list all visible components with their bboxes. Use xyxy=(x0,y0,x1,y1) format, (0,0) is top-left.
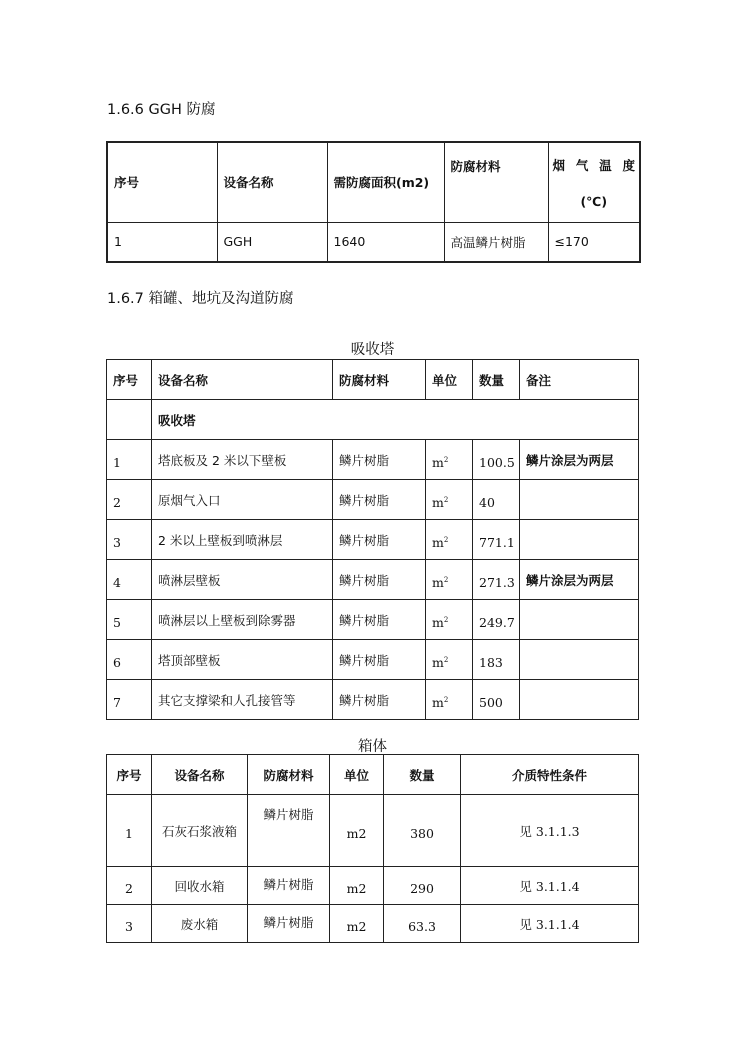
header-cell: 防腐材料 xyxy=(333,360,426,400)
equipment-name: 塔顶部壁板 xyxy=(152,640,333,680)
tank-caption: 箱体 xyxy=(358,739,387,755)
group-label: 吸收塔 xyxy=(152,400,639,440)
row-number: 2 xyxy=(107,867,152,905)
header-cell: 备注 xyxy=(520,360,639,400)
material: 鳞片树脂 xyxy=(248,867,330,905)
quantity: 183 xyxy=(473,640,520,680)
equipment-name: 废水箱 xyxy=(152,905,248,943)
equipment-name: 原烟气入口 xyxy=(152,480,333,520)
quantity: 40 xyxy=(473,480,520,520)
unit-exponent: 2 xyxy=(443,696,449,704)
temperature-unit: (℃) xyxy=(580,193,608,209)
unit-base: m xyxy=(432,455,444,470)
row-number: 2 xyxy=(107,480,152,520)
material: 鳞片树脂 xyxy=(333,520,426,560)
header-cell: 设备名称 xyxy=(152,360,333,400)
equipment-name: 其它支撑梁和人孔接管等 xyxy=(152,680,333,720)
unit-exponent: 2 xyxy=(443,536,449,544)
quantity: 63.3 xyxy=(384,905,461,943)
header-cell-temperature xyxy=(548,142,640,222)
header-cell: 介质特性条件 xyxy=(461,755,639,795)
unit-base: m xyxy=(432,695,444,710)
material: 鳞片树脂 xyxy=(333,640,426,680)
row-number: 3 xyxy=(107,905,152,943)
unit xyxy=(426,640,473,680)
unit xyxy=(426,440,473,480)
header-cell: 设备名称 xyxy=(217,142,327,222)
tank-table-body xyxy=(107,795,639,943)
tank-table xyxy=(106,754,639,943)
unit xyxy=(426,600,473,640)
quantity: 249.7 xyxy=(473,600,520,640)
unit-base: m xyxy=(432,535,444,550)
header-cell: 防腐材料 xyxy=(444,142,548,222)
unit-exponent: 2 xyxy=(443,456,449,464)
equipment-name: 回收水箱 xyxy=(152,867,248,905)
empty-cell xyxy=(107,400,152,440)
row-number: 6 xyxy=(107,640,152,680)
cell: ≤170 xyxy=(548,222,640,262)
unit: m2 xyxy=(330,867,384,905)
material: 鳞片树脂 xyxy=(333,480,426,520)
material: 鳞片树脂 xyxy=(248,795,330,867)
medium-condition: 见 3.1.1.4 xyxy=(461,867,639,905)
table-row xyxy=(107,222,640,262)
table-row xyxy=(107,867,639,905)
group-row xyxy=(107,400,639,440)
row-number: 3 xyxy=(107,520,152,560)
header-cell: 单位 xyxy=(426,360,473,400)
note xyxy=(520,680,639,720)
medium-condition: 见 3.1.1.4 xyxy=(461,905,639,943)
table-row xyxy=(107,560,639,600)
header-cell: 序号 xyxy=(107,755,152,795)
unit-exponent: 2 xyxy=(443,496,449,504)
cell: 1640 xyxy=(327,222,444,262)
note xyxy=(520,480,639,520)
unit-base: m xyxy=(432,615,444,630)
header-cell: 数量 xyxy=(384,755,461,795)
table-row xyxy=(107,440,639,480)
unit-base: m xyxy=(432,575,444,590)
material: 鳞片树脂 xyxy=(333,560,426,600)
table-header-row xyxy=(107,142,640,222)
table-row xyxy=(107,480,639,520)
table-row xyxy=(107,640,639,680)
unit-exponent: 2 xyxy=(443,576,449,584)
unit-base: m xyxy=(432,495,444,510)
quantity: 380 xyxy=(384,795,461,867)
note xyxy=(520,640,639,680)
table-row xyxy=(107,520,639,560)
material: 鳞片树脂 xyxy=(333,680,426,720)
equipment-name: 喷淋层以上壁板到除雾器 xyxy=(152,600,333,640)
cell: GGH xyxy=(217,222,327,262)
header-cell: 单位 xyxy=(330,755,384,795)
table-row xyxy=(107,795,639,867)
table-row xyxy=(107,680,639,720)
equipment-name: 2 米以上壁板到喷淋层 xyxy=(152,520,333,560)
absorber-table xyxy=(106,359,639,720)
unit xyxy=(426,520,473,560)
unit-exponent: 2 xyxy=(443,656,449,664)
note xyxy=(520,520,639,560)
table-header-row xyxy=(107,755,639,795)
row-number: 4 xyxy=(107,560,152,600)
header-cell: 序号 xyxy=(107,142,217,222)
table-header-row xyxy=(107,360,639,400)
row-number: 7 xyxy=(107,680,152,720)
material: 鳞片树脂 xyxy=(333,600,426,640)
unit: m2 xyxy=(330,795,384,867)
unit xyxy=(426,480,473,520)
note: 鳞片涂层为两层 xyxy=(520,440,639,480)
table-row xyxy=(107,600,639,640)
medium-condition: 见 3.1.1.3 xyxy=(461,795,639,867)
material: 鳞片树脂 xyxy=(248,905,330,943)
equipment-name: 石灰石浆液箱 xyxy=(152,795,248,867)
section-heading-ggh: 1.6.6 GGH 防腐 xyxy=(107,102,216,118)
row-number: 1 xyxy=(107,440,152,480)
note xyxy=(520,600,639,640)
quantity: 290 xyxy=(384,867,461,905)
temperature-label: 烟 气 温 度 xyxy=(552,157,635,173)
quantity: 771.1 xyxy=(473,520,520,560)
row-number: 5 xyxy=(107,600,152,640)
header-cell: 序号 xyxy=(107,360,152,400)
absorber-caption: 吸收塔 xyxy=(350,342,395,358)
absorber-table-body xyxy=(107,440,639,720)
equipment-name: 塔底板及 2 米以下壁板 xyxy=(152,440,333,480)
quantity: 500 xyxy=(473,680,520,720)
table-row xyxy=(107,905,639,943)
unit-exponent: 2 xyxy=(443,616,449,624)
header-cell: 需防腐面积(m2) xyxy=(327,142,444,222)
quantity: 271.3 xyxy=(473,560,520,600)
cell: 1 xyxy=(107,222,217,262)
material: 鳞片树脂 xyxy=(333,440,426,480)
row-number: 1 xyxy=(107,795,152,867)
equipment-name: 喷淋层壁板 xyxy=(152,560,333,600)
unit xyxy=(426,680,473,720)
note: 鳞片涂层为两层 xyxy=(520,560,639,600)
header-cell: 数量 xyxy=(473,360,520,400)
quantity: 100.5 xyxy=(473,440,520,480)
unit-base: m xyxy=(432,655,444,670)
header-cell: 防腐材料 xyxy=(248,755,330,795)
section-heading-tanks: 1.6.7 箱罐、地坑及沟道防腐 xyxy=(107,291,294,307)
ggh-table xyxy=(106,141,641,263)
unit: m2 xyxy=(330,905,384,943)
header-cell: 设备名称 xyxy=(152,755,248,795)
cell: 高温鳞片树脂 xyxy=(444,222,548,262)
unit xyxy=(426,560,473,600)
